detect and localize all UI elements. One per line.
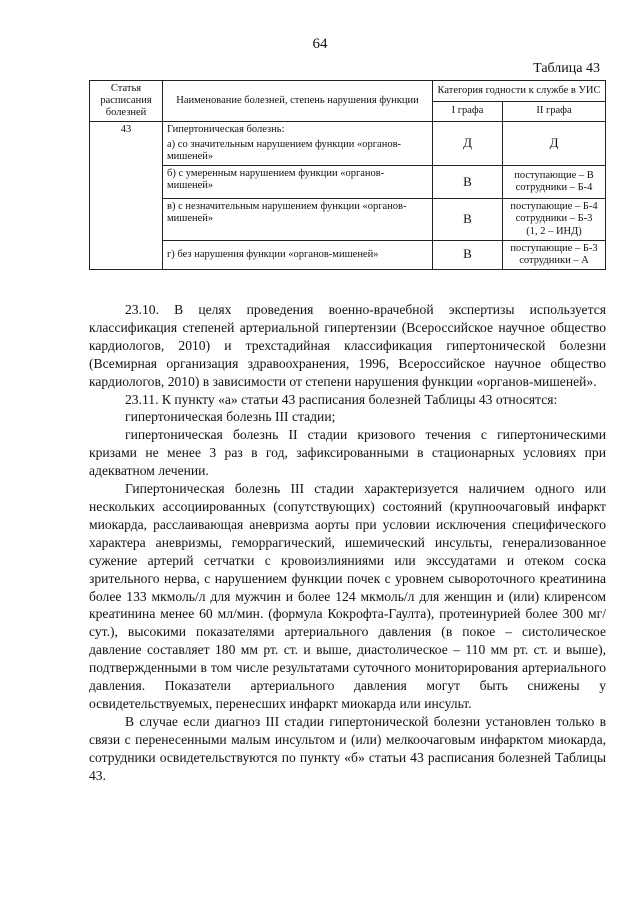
table-row [90, 122, 606, 166]
row-name-text: а) со значительным нарушением функции «органов-мишеней» [167, 139, 402, 163]
header-col1: I графа [433, 101, 503, 122]
paragraph: В случае если диагноз III стадии гипертонической болезни установлен только в связи с перенесенными малым инсультом и (или) мелкоочаговым инфарктом миокарда, сотрудники освидетельствуются по пункту «б» статьи 43 расписания болезней Таблицы 43. [89, 713, 606, 783]
paragraph: Гипертоническая болезнь III стадии характеризуется наличием одного или нескольких ассоциированных (сопутствующих) состояний (крупноочаговый инфаркт миокарда, расслаивающая аневризма аорты при условии исключения специфического характера аневризмы, геморрагический, ишемический инсульты, генерализованное сужение артерий сетчатки с кровоизлияниями или экссудатами и отеком соска зрительного нерва, с нарушением функции почек с уровнем сывороточного креатинина более 133 мкмоль/л для мужчин и более 124 мкмоль/л для женщин и (или) клиренсом креатинина менее 60 мл/мин. (формула Кокрофта-Гаулта), протеинурией более 300 мг/сут.), высокими показателями артериального давления (в покое – систолическое давление составляет 180 мм рт. ст. и выше, диастолическое – 110 мм рт. ст. и выше), подтвержденными в том числе результатами суточного мониторирования артериального давления. Показатели артериального давления могут быть снижены у освидетельствуемых, перенесших инфаркт миокарда или инсульт. [89, 481, 606, 711]
article-number: 43 [90, 122, 163, 270]
disease-table [89, 80, 606, 270]
table-header-row [90, 81, 606, 102]
table-row [90, 166, 606, 199]
row-col2-line: сотрудники – Б-3 [515, 213, 593, 225]
paragraph: 23.10. В целях проведения военно-врачебной экспертизы используется классификация степеней артериальной гипертензии (Всероссийское научное общество кардиологов, 2010) и трехстадийная классификация гипертонической болезни (Всемирная организация здравоохранения, 1996, Всероссийское научное общество кардиологов, 2010) в зависимости от степени нарушения функции «органов-мишеней». [89, 302, 606, 389]
row-col1: В [433, 166, 503, 199]
row-col1: В [433, 240, 503, 269]
table-label: Таблица 43 [533, 61, 600, 76]
header-col2: II графа [503, 101, 606, 122]
row-col2 [503, 166, 606, 199]
row-name-b: б) с умеренным нарушением функции «органов-мишеней» [163, 166, 433, 199]
table-row [90, 240, 606, 269]
row-col2-line: сотрудники – А [519, 254, 589, 266]
row-col2 [503, 240, 606, 269]
row-col2 [503, 199, 606, 240]
row-name-c: в) с незначительным нарушением функции «органов-мишеней» [163, 199, 433, 240]
page-number: 64 [312, 36, 328, 52]
row-name-a [163, 122, 433, 166]
header-name: Наименование болезней, степень нарушения функции [163, 81, 433, 122]
header-article: Статья расписания болезней [90, 81, 163, 122]
body-text [89, 301, 606, 784]
row-col2-line: (1, 2 – ИНД) [526, 225, 582, 237]
row-col2 [503, 122, 606, 166]
row-col2-line: поступающие – Б-3 [510, 242, 598, 254]
row-col2-line: поступающие – Б-4 [510, 201, 598, 213]
paragraph: 23.11. К пункту «а» статьи 43 расписания болезней Таблицы 43 относятся: [125, 391, 558, 407]
disease-title: Гипертоническая болезнь: [167, 124, 285, 136]
table-row [90, 199, 606, 240]
row-col1: В [433, 199, 503, 240]
row-name-d: г) без нарушения функции «органов-мишеней» [163, 240, 433, 269]
row-col2-line: сотрудники – Б-4 [515, 182, 593, 194]
row-col2-line: поступающие – В [514, 170, 594, 182]
row-col1: Д [433, 122, 503, 166]
row-col2-line: Д [549, 135, 559, 151]
header-category: Категория годности к службе в УИС [433, 81, 606, 102]
paragraph: гипертоническая болезнь II стадии кризового течения с гипертоническими кризами не менее 3 раз в год, зафиксированными в стационарных условиях при адекватном лечении. [89, 427, 606, 479]
paragraph: гипертоническая болезнь III стадии; [125, 409, 336, 425]
